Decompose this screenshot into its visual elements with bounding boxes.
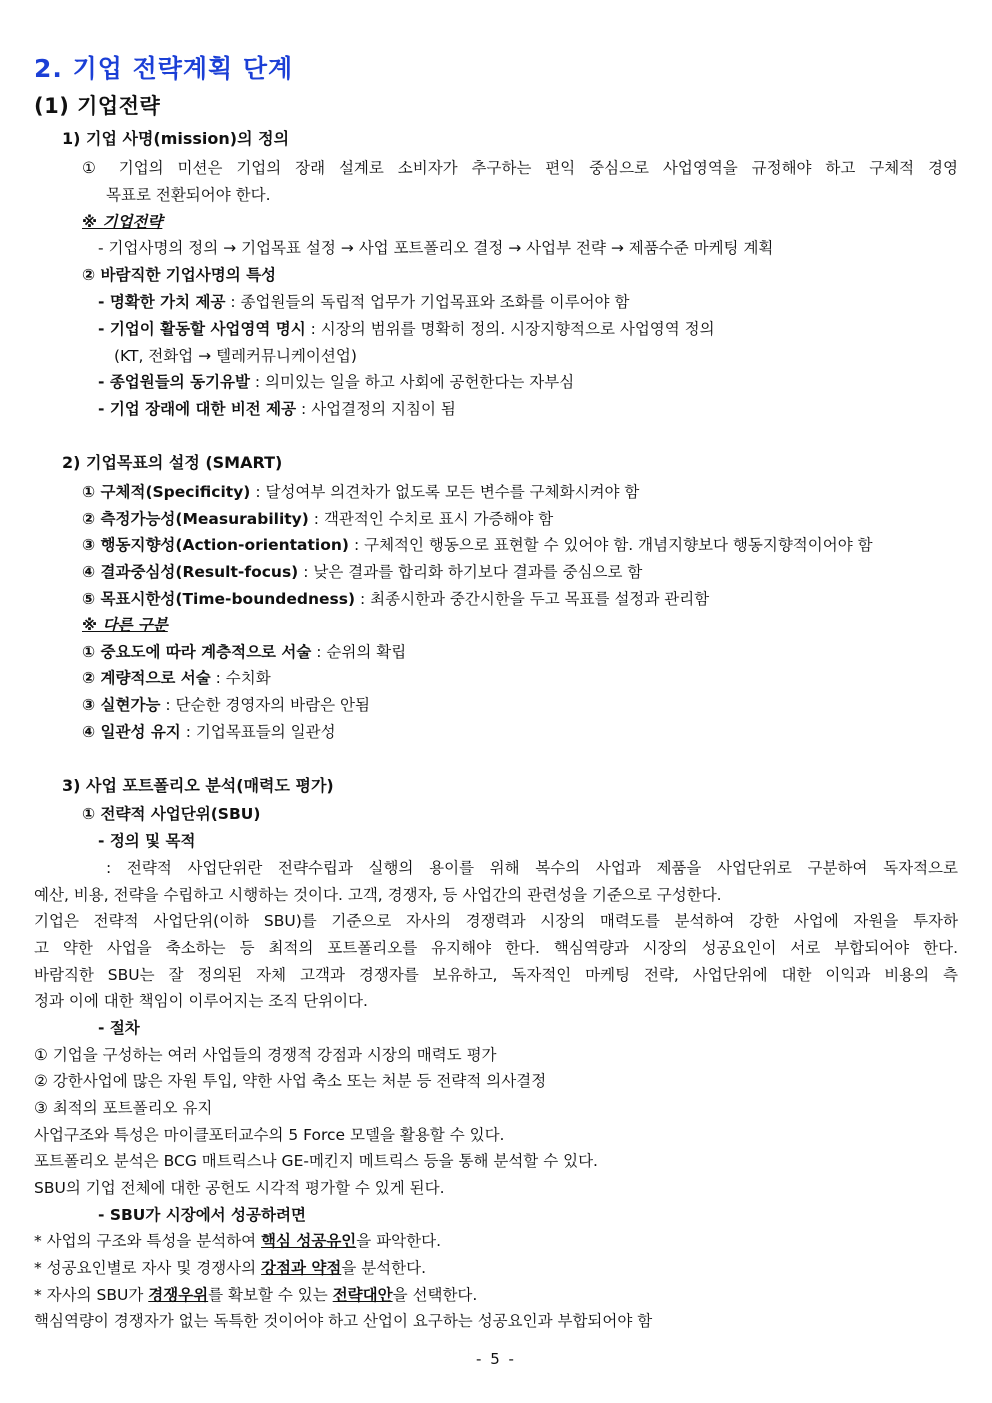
success-text: * 자사의 SBU가 bbox=[34, 1286, 149, 1304]
definition-line: 바람직한 SBU는 잘 정의된 자체 고객과 경쟁자를 보유하고, 독자적인 마케팅 전략, 사업단위에 대한 이익과 비용의 측 bbox=[34, 966, 958, 984]
success-text: * 사업의 구조와 특성을 분석하여 bbox=[34, 1232, 262, 1250]
goal-text: : 객관적인 수치로 표시 가증해야 함 bbox=[308, 510, 554, 528]
subsection-title: (1) 기업전략 bbox=[34, 94, 161, 118]
definition-line: 정과 이에 대한 책임이 이루어지는 조직 단위이다. bbox=[34, 992, 368, 1010]
other-goal-label: ③ 실현가능 bbox=[82, 696, 161, 714]
success-item bbox=[34, 1257, 426, 1279]
trait-text: : 의미있는 일을 하고 사회에 공헌한다는 자부심 bbox=[249, 373, 575, 391]
goal-text: : 구체적인 행동으로 표현할 수 있어야 함. 개념지향보다 행동지향적이어야 함 bbox=[349, 536, 873, 554]
goal-label: ④ 결과중심성(Result-focus) bbox=[82, 563, 299, 581]
success-keyword: 강점과 약점 bbox=[261, 1259, 342, 1277]
trait-item bbox=[98, 371, 574, 393]
other-goal-text: : 순위의 확립 bbox=[311, 643, 407, 661]
procedure-line: ③ 최적의 포트폴리오 유지 bbox=[34, 1099, 213, 1117]
trait-item bbox=[98, 291, 629, 313]
success-item bbox=[34, 1230, 441, 1252]
success-keyword: 전략대안 bbox=[332, 1286, 393, 1304]
trait-text: : 사업결정의 지침이 됨 bbox=[296, 400, 456, 418]
mission-paragraph-line-1: ① 기업의 미션은 기업의 장래 설계로 소비자가 추구하는 편익 중심으로 사업영역을 규정해야 하고 구체적 경영 bbox=[82, 159, 958, 177]
trait-item bbox=[98, 318, 715, 340]
definition-line: 예산, 비용, 전략을 수립하고 시행하는 것이다. 고객, 경쟁자, 등 사업간의 관련성을 기준으로 구성한다. bbox=[34, 886, 722, 904]
goals-note-label: ※ 다른 구분 bbox=[82, 616, 168, 634]
sbu-heading: ① 전략적 사업단위(SBU) bbox=[82, 805, 261, 823]
other-goal-label: ② 계량적으로 서술 bbox=[82, 669, 211, 687]
page-number: - 5 - bbox=[476, 1350, 516, 1368]
goal-item bbox=[82, 534, 873, 556]
procedure-line: ① 기업을 구성하는 여러 사업들의 경쟁적 강점과 시장의 매력도 평가 bbox=[34, 1046, 497, 1064]
goals-heading: 2) 기업목표의 설정 (SMART) bbox=[62, 453, 283, 472]
other-goal-item bbox=[82, 721, 336, 743]
goal-text: : 달성여부 의견차가 없도록 모든 변수를 구체화시켜야 함 bbox=[250, 483, 640, 501]
success-heading: - SBU가 시장에서 성공하려면 bbox=[98, 1206, 306, 1224]
goal-label: ③ 행동지향성(Action-orientation) bbox=[82, 536, 350, 554]
trait-label: - 기업이 활동할 사업영역 명시 bbox=[98, 320, 306, 338]
mission-note-text: - 기업사명의 정의 → 기업목표 설정 → 사업 포트폴리오 결정 → 사업부 전략 → 제품수준 마케팅 계획 bbox=[98, 239, 774, 257]
goal-item bbox=[82, 561, 642, 583]
definition-heading: - 정의 및 목적 bbox=[98, 832, 196, 850]
trait-continuation: (KT, 전화업 → 텔레커뮤니케이션업) bbox=[114, 347, 357, 365]
goal-text: : 낮은 결과를 합리화 하기보다 결과를 중심으로 함 bbox=[298, 563, 643, 581]
procedure-line: ② 강한사업에 많은 자원 투입, 약한 사업 축소 또는 처분 등 전략적 의사결정 bbox=[34, 1072, 547, 1090]
procedure-heading: - 절차 bbox=[98, 1019, 140, 1037]
mission-note-label: ※ 기업전략 bbox=[82, 213, 163, 231]
closing-line: 핵심역량이 경쟁자가 없는 독특한 것이어야 하고 산업이 요구하는 성공요인과 부합되어야 함 bbox=[34, 1312, 653, 1330]
success-item bbox=[34, 1284, 477, 1306]
goal-label: ⑤ 목표시한성(Time-boundedness) bbox=[82, 590, 356, 608]
success-text: 를 확보할 수 있는 bbox=[208, 1286, 333, 1304]
trait-text: : 시장의 범위를 명확히 정의. 시장지향적으로 사업영역 정의 bbox=[305, 320, 715, 338]
trait-label: - 명확한 가치 제공 bbox=[98, 293, 226, 311]
procedure-line: SBU의 기업 전체에 대한 공헌도 시각적 평가할 수 있게 된다. bbox=[34, 1179, 445, 1197]
definition-line: 기업은 전략적 사업단위(이하 SBU)를 기준으로 자사의 경쟁력과 시장의 매력도를 분석하여 강한 사업에 자원을 투자하 bbox=[34, 912, 958, 930]
definition-line: 고 약한 사업을 축소하는 등 최적의 포트폴리오를 유지해야 한다. 핵심역량과 시장의 성공요인이 서로 부합되어야 한다. bbox=[34, 939, 958, 957]
definition-line: : 전략적 사업단위란 전략수립과 실행의 용이를 위해 복수의 사업과 제품을 사업단위로 구분하여 독자적으로 bbox=[106, 859, 958, 877]
success-text: * 성공요인별로 자사 및 경쟁사의 bbox=[34, 1259, 262, 1277]
other-goal-item bbox=[82, 641, 406, 663]
other-goal-text: : 기업목표들의 일관성 bbox=[180, 723, 336, 741]
other-goal-text: : 단순한 경영자의 바람은 안됨 bbox=[160, 696, 370, 714]
success-text: 을 분석한다. bbox=[341, 1259, 427, 1277]
success-keyword: 핵심 성공유인 bbox=[261, 1232, 357, 1250]
traits-heading: ② 바람직한 기업사명의 특성 bbox=[82, 266, 277, 284]
goal-item bbox=[82, 588, 709, 610]
other-goal-label: ① 중요도에 따라 계층적으로 서술 bbox=[82, 643, 312, 661]
other-goal-label: ④ 일관성 유지 bbox=[82, 723, 181, 741]
trait-label: - 기업 장래에 대한 비전 제공 bbox=[98, 400, 297, 418]
procedure-line: 포트폴리오 분석은 BCG 매트릭스나 GE-메킨지 메트릭스 등을 통해 분석할 수 있다. bbox=[34, 1152, 598, 1170]
success-text: 을 선택한다. bbox=[392, 1286, 478, 1304]
procedure-line: 사업구조와 특성은 마이클포터교수의 5 Force 모델을 활용할 수 있다. bbox=[34, 1126, 505, 1144]
goal-item bbox=[82, 508, 553, 530]
portfolio-heading: 3) 사업 포트폴리오 분석(매력도 평가) bbox=[62, 776, 334, 795]
other-goal-item bbox=[82, 694, 370, 716]
mission-paragraph-line-2: 목표로 전환되어야 한다. bbox=[106, 186, 271, 204]
other-goal-item bbox=[82, 667, 271, 689]
goal-item bbox=[82, 481, 639, 503]
section-title: 2. 기업 전략계획 단계 bbox=[34, 54, 294, 83]
success-text: 을 파악한다. bbox=[356, 1232, 442, 1250]
trait-text: : 종업원들의 독립적 업무가 기업목표와 조화를 이루어야 함 bbox=[225, 293, 630, 311]
goal-label: ① 구체적(Specificity) bbox=[82, 483, 251, 501]
success-keyword: 경쟁우위 bbox=[148, 1286, 209, 1304]
goal-label: ② 측정가능성(Measurability) bbox=[82, 510, 309, 528]
trait-item bbox=[98, 398, 456, 420]
other-goal-text: : 수치화 bbox=[210, 669, 271, 687]
mission-heading: 1) 기업 사명(mission)의 정의 bbox=[62, 129, 290, 148]
goal-text: : 최종시한과 중간시한을 두고 목표를 설정과 관리함 bbox=[355, 590, 710, 608]
trait-label: - 종업원들의 동기유발 bbox=[98, 373, 250, 391]
